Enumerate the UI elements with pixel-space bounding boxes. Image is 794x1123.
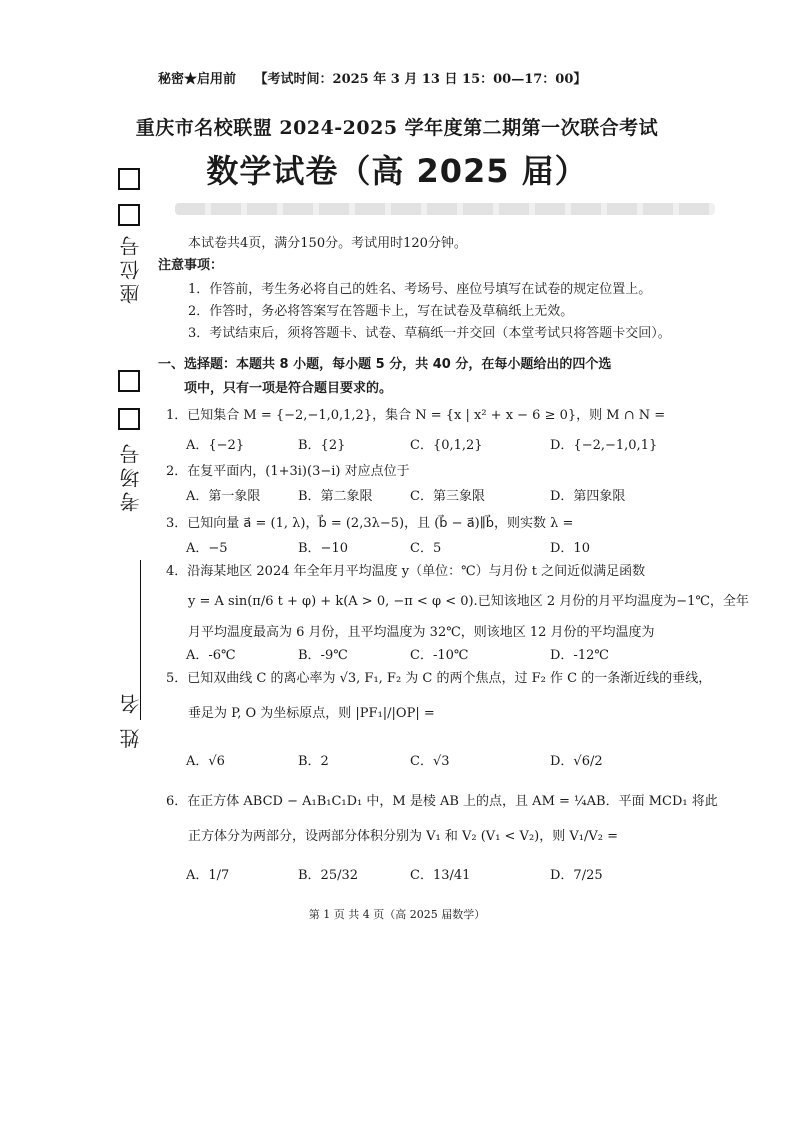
option-a: A．{−2} xyxy=(186,438,245,453)
question-stem: 2．在复平面内，(1+3i)(3−i) 对应点位于 xyxy=(166,464,410,479)
question-stem-cont: 正方体分为两部分，设两部分体积分别为 V₁ 和 V₂ (V₁ < V₂)，则 V₁/V₂ = xyxy=(188,829,618,844)
option-a: A．-6℃ xyxy=(186,648,236,663)
option-c: C．{0,1,2} xyxy=(410,438,483,453)
name-label: 姓 名 xyxy=(119,690,143,749)
option-a: A．第一象限 xyxy=(186,489,261,504)
room-box-2 xyxy=(118,408,140,430)
question-stem: 6．在正方体 ABCD − A₁B₁C₁D₁ 中，M 是棱 AB 上的点，且 AM = ¼AB．平面 MCD₁ 将此 xyxy=(166,794,718,809)
option-d: D．-12℃ xyxy=(550,648,609,663)
exam-header xyxy=(158,68,586,87)
option-d: D．第四象限 xyxy=(550,489,626,504)
question-stem-cont: 月平均温度最高为 6 月份，且平均温度为 32℃，则该地区 12 月份的平均温度为 xyxy=(188,625,655,640)
option-b: B．{2} xyxy=(298,438,346,453)
question-stem: 5．已知双曲线 C 的离心率为 √3, F₁, F₂ 为 C 的两个焦点，过 F₂ 作 C 的一条渐近线的垂线， xyxy=(166,671,712,686)
notice-item: 1．作答前，考生务必将自己的姓名、考场号、座位号填写在试卷的规定位置上。 xyxy=(188,282,652,297)
option-d: D．√6/2 xyxy=(550,754,603,769)
question-stem-cont: 垂足为 P, O 为坐标原点，则 |PF₁|/|OP| = xyxy=(188,706,435,721)
option-c: C．√3 xyxy=(410,754,450,769)
intro-text: 本试卷共4页，满分150分。考试用时120分钟。 xyxy=(188,236,467,251)
option-c: C．-10℃ xyxy=(410,648,469,663)
option-a: A．1/7 xyxy=(186,868,230,883)
faded-scan-line xyxy=(175,203,715,215)
question-stem: 4．沿海某地区 2024 年全年月平均温度 y（单位：℃）与月份 t 之间近似满足函数 xyxy=(166,564,646,579)
question-stem: 1．已知集合 M = {−2,−1,0,1,2}，集合 N = {x | x² + x − 6 ≥ 0}，则 M ∩ N = xyxy=(166,408,666,423)
notice-item: 3．考试结束后，须将答题卡、试卷、草稿纸一并交回（本堂考试只将答题卡交回）。 xyxy=(188,326,671,341)
exam-title: 重庆市名校联盟 2024-2025 学年度第二期第一次联合考试 xyxy=(135,117,659,139)
option-a: A．−5 xyxy=(186,541,228,556)
room-label: 考场号 xyxy=(119,440,143,512)
option-a: A．√6 xyxy=(186,754,225,769)
notice-heading: 注意事项： xyxy=(158,258,224,273)
secret-label: 秘密★启用前 xyxy=(158,72,237,87)
option-b: B．25/32 xyxy=(298,868,359,883)
option-b: B．2 xyxy=(298,754,329,769)
room-box-1 xyxy=(118,370,140,392)
option-c: C．13/41 xyxy=(410,868,471,883)
question-stem-cont: y = A sin(π/6 t + φ) + k(A > 0, −π < φ < 0).已知该地区 2 月份的月平均温度为−1℃，全年 xyxy=(188,594,749,609)
seat-box-1 xyxy=(118,168,140,190)
option-b: B．-9℃ xyxy=(298,648,348,663)
option-c: C．第三象限 xyxy=(410,489,485,504)
question-stem: 3．已知向量 a⃗ = (1, λ)，b⃗ = (2,3λ−5)，且 (b⃗ − a⃗)∥b⃗，则实数 λ = xyxy=(166,516,574,531)
exam-time: 【考试时间：2025 年 3 月 13 日 15：00—17：00】 xyxy=(254,72,587,87)
option-b: B．−10 xyxy=(298,541,348,556)
paper-title: 数学试卷（高 2025 届） xyxy=(206,152,588,190)
option-d: D．{−2,−1,0,1} xyxy=(550,438,658,453)
seat-label: 座位号 xyxy=(119,232,143,304)
seat-box-2 xyxy=(118,204,140,226)
section-heading-cont: 项中，只有一项是符合题目要求的。 xyxy=(184,381,393,396)
page-footer: 第 1 页 共 4 页（高 2025 届数学） xyxy=(308,908,486,921)
notice-item: 2．作答时，务必将答案写在答题卡上，写在试卷及草稿纸上无效。 xyxy=(188,304,574,319)
section-heading: 一、选择题：本题共 8 小题，每小题 5 分，共 40 分，在每小题给出的四个选 xyxy=(158,357,612,372)
option-c: C．5 xyxy=(410,541,442,556)
option-d: D．10 xyxy=(550,541,590,556)
option-d: D．7/25 xyxy=(550,868,603,883)
option-b: B．第二象限 xyxy=(298,489,373,504)
